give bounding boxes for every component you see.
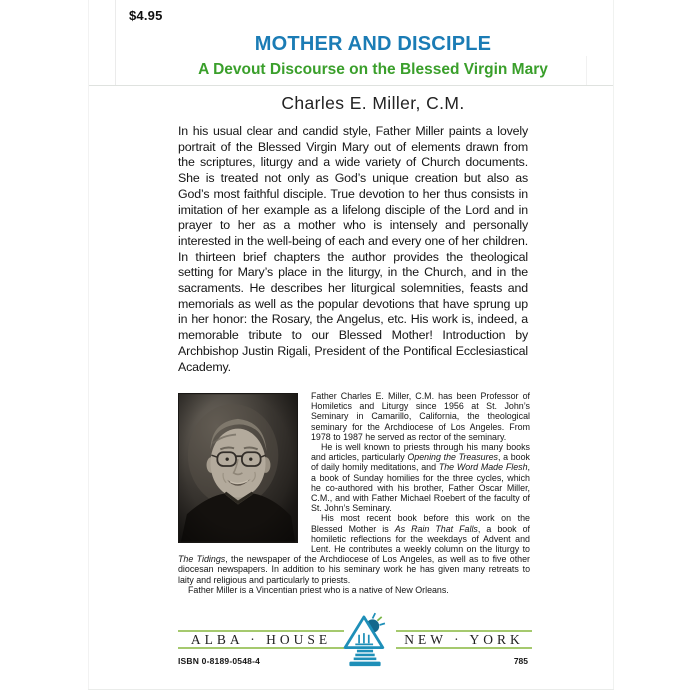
book-subtitle: A Devout Discourse on the Blessed Virgin Mary [198, 61, 548, 78]
bio-paragraph: His most recent book before this work on the Blessed Mother is As Rain That Falls, a book of homiletic reflections for the weekdays of Advent and Lent. He contributes a weekly column on the liturgy to The Tidings, the newspaper of the Archdiocese of Los Angeles, as well as to five other diocesan newspapers. In addition to his seminary work he has given many retreats to laity and religious and particularly to priests. [178, 513, 530, 585]
bio-paragraph: Father Charles E. Miller, C.M. has been Professor of Homiletics and Liturgy since 1956 at St. John’s Seminary in Camarillo, California, the theological seminary for the Archdiocese of Los Angeles. From 1978 to 1987 he served as rector of the seminary. [311, 391, 530, 442]
page-edge [88, 689, 614, 690]
price-label: $4.95 [129, 8, 163, 23]
stock-code: 785 [513, 656, 528, 666]
author-portrait-image [179, 394, 297, 542]
publisher-name-right: NEW · YORK [396, 630, 532, 649]
isbn-label: ISBN 0-8189-0548-4 [178, 656, 261, 666]
bio-paragraph: He is well known to priests through his many books and articles, particularly Opening the Treasures, a book of daily homily meditations, and The Word Made Flesh, a book of Sunday homilies for the three cycles, which he co-authored with his brother, Father Oscar Miller, C.M., and with Father Michael Roebert of the faculty of St. John’s Seminary. [311, 442, 530, 514]
publisher-banner [178, 630, 532, 656]
author-name: Charles E. Miller, C.M. [281, 93, 465, 113]
alba-house-lamp-icon [337, 611, 393, 667]
heading-block [90, 33, 656, 114]
blurb-text: In his usual clear and candid style, Father Miller paints a lovely portrait of the Blessed Virgin Mary out of elements drawn from the scriptures, liturgy and a wide variety of Church documents. She is treated not only as God’s unique creation but also as God’s most faithful disciple. True devotion to her thus consists in imitation of her example as a lifelong disciple of the Lord and in prayer to her as a mother who is intensely and personally interested in the well-being of each and every one of her children. In thirteen brief chapters the author provides the theological setting for Mary’s place in the liturgy, in the Church, and in the sacraments. He describes her liturgical solemnities, feasts and memorials as well as the popular devotions that have sprung up in her honor: the Rosary, the Angelus, etc. His work is, indeed, a memorable tribute to our Blessed Mother! Introduction by Archbishop Justin Rigali, President of the Pontifical Ecclesiastical Academy. [178, 124, 528, 374]
page-edge [88, 0, 89, 690]
publisher-name-left: ALBA · HOUSE [178, 630, 344, 649]
bio-section [178, 391, 530, 595]
author-photo [178, 393, 298, 543]
bio-paragraph: Father Miller is a Vincentian priest who is a native of New Orleans. [188, 584, 449, 595]
book-title: MOTHER AND DISCIPLE [254, 33, 492, 55]
